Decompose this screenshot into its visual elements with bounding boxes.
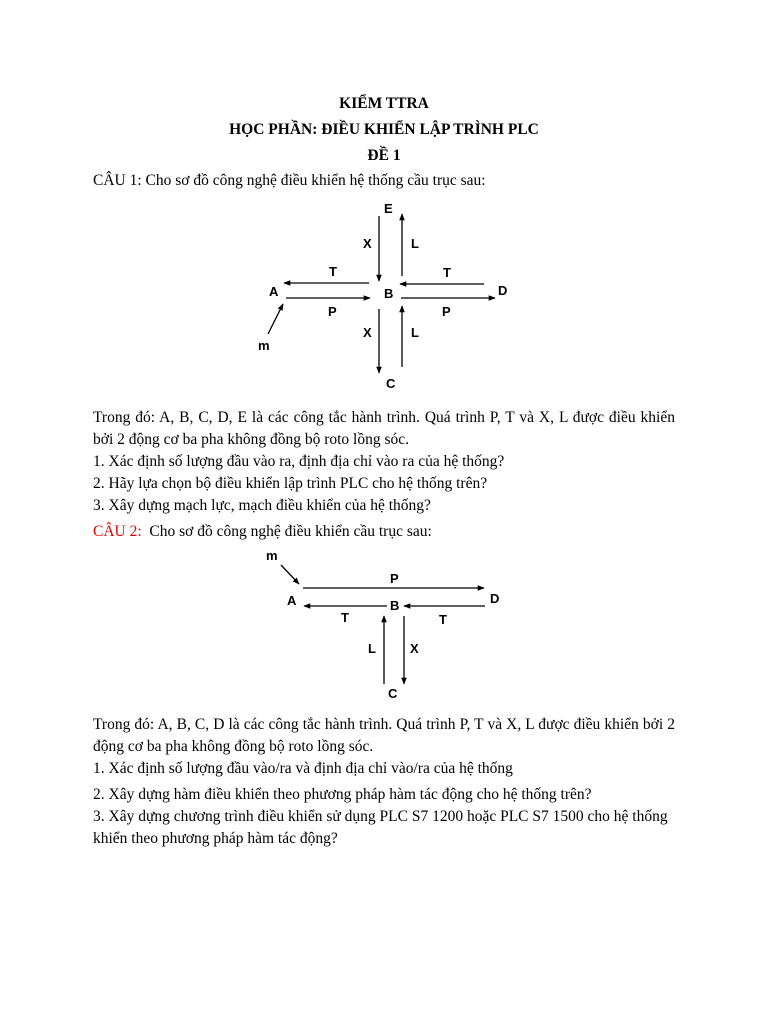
label-p-top: P — [390, 571, 399, 586]
label-c: C — [388, 686, 398, 701]
label-t-left: T — [329, 264, 337, 279]
q1-item-3: 3. Xây dựng mạch lực, mạch điều khiển của hệ thống? — [93, 497, 431, 514]
q2-item-3: 3. Xây dựng chương trình điều khiển sử dụng PLC S7 1200 hoặc PLC S7 1500 cho hệ thống khiển theo phương pháp hàm tác động? — [93, 808, 668, 847]
label-p-left: P — [328, 304, 337, 319]
q1-prompt: CÂU 1: Cho sơ đồ công nghệ điều khiển hệ thống cầu trục sau: — [93, 172, 486, 189]
q1-description: Trong đó: A, B, C, D, E là các công tắc hành trình. Quá trình P, T và X, L được điều khiển bởi 2 động cơ ba pha không đồng bộ roto lồng sóc. — [93, 409, 675, 448]
label-p-right: P — [442, 304, 451, 319]
label-t-right: T — [439, 612, 447, 627]
arrow-m — [281, 565, 299, 584]
q1-item-2: 2. Hãy lựa chọn bộ điều khiển lập trình PLC cho hệ thống trên? — [93, 475, 488, 492]
label-e: E — [384, 201, 393, 216]
q2-label: CÂU 2: — [93, 523, 142, 540]
label-l-bottom: L — [411, 325, 419, 340]
q2-description: Trong đó: A, B, C, D là các công tắc hành trình. Quá trình P, T và X, L được điều khiển bởi 2 động cơ ba pha không đồng bộ roto lồng sóc. — [93, 716, 675, 755]
exam-title: KIỂM TTRA — [339, 95, 429, 112]
label-b: B — [390, 598, 400, 613]
label-m: m — [258, 338, 270, 353]
label-l-top: L — [411, 236, 419, 251]
label-b: B — [384, 286, 394, 301]
exam-number: ĐỀ 1 — [367, 147, 401, 164]
label-c: C — [386, 376, 396, 391]
label-t-left: T — [341, 610, 349, 625]
q1-item-1: 1. Xác định số lượng đầu vào ra, định địa chỉ vào ra của hệ thống? — [93, 453, 505, 470]
label-x-top: X — [363, 236, 372, 251]
label-m: m — [266, 548, 278, 563]
label-l: L — [368, 641, 376, 656]
course-title: HỌC PHẦN: ĐIỀU KHIỂN LẬP TRÌNH PLC — [229, 121, 539, 138]
label-t-right: T — [443, 265, 451, 280]
q2-item-1: 1. Xác định số lượng đầu vào/ra và định địa chỉ vào/ra của hệ thống — [93, 760, 513, 777]
label-x-bottom: X — [363, 325, 372, 340]
label-a: A — [269, 284, 279, 299]
label-x: X — [410, 641, 419, 656]
label-a: A — [287, 593, 297, 608]
label-d: D — [498, 283, 508, 298]
label-d: D — [490, 591, 500, 606]
q2-item-2: 2. Xây dựng hàm điều khiển theo phương pháp hàm tác động cho hệ thống trên? — [93, 786, 592, 803]
q2-prompt-text: Cho sơ đồ công nghệ điều khiển cầu trục sau: — [141, 523, 432, 540]
